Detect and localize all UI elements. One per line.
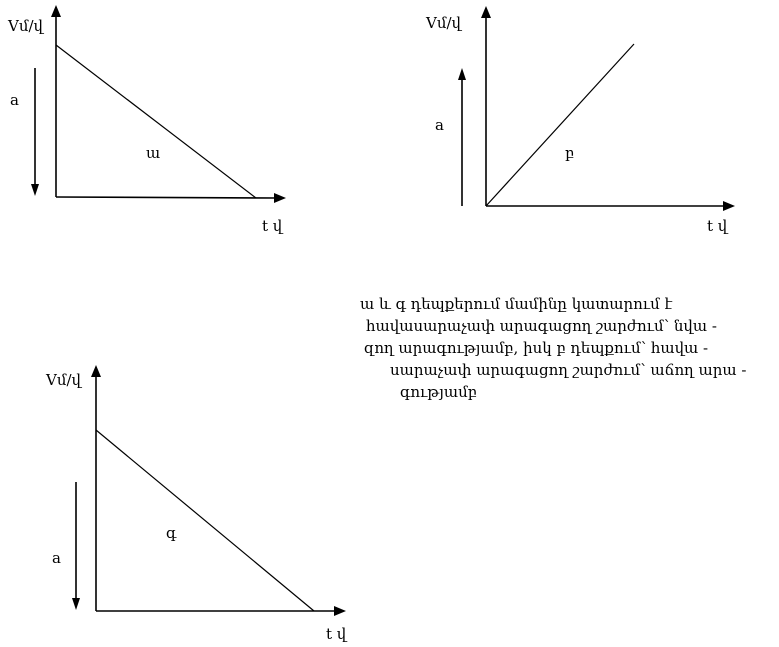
velocity-line-b [486, 44, 634, 206]
x-axis-label-a: t վ [262, 217, 283, 235]
y-axis-arrow-c [91, 365, 101, 377]
accel-arrow-head-a [31, 184, 39, 196]
x-axis-label-b: t վ [707, 217, 728, 235]
y-axis-arrow-b [481, 6, 491, 18]
accel-arrow-head-c [72, 598, 80, 610]
x-axis-arrow-a [274, 193, 286, 203]
description-line-5: գությամբ [400, 383, 478, 401]
velocity-line-c [96, 430, 314, 611]
graph-label-b: բ [565, 144, 575, 162]
description-line-2: հավասարաչափ արագացող շարժում՝ նվա - [366, 317, 717, 335]
description-line-4: սարաչափ արագացող շարժում՝ աճող արա - [390, 361, 747, 379]
accel-label-b: a [435, 116, 444, 134]
graph-b-svg [420, 0, 760, 245]
y-axis-label-a: Vմ/վ [8, 17, 43, 35]
x-axis-arrow-c [334, 606, 346, 616]
accel-label-a: a [10, 91, 19, 109]
y-axis-label-c: Vմ/վ [46, 371, 81, 389]
x-axis-label-c: t վ [326, 625, 347, 643]
graph-label-a: ա [146, 144, 161, 162]
velocity-line-a [56, 45, 256, 198]
description-line-1: ա և գ դեպքերում մամինը կատարում է [360, 295, 673, 313]
graph-panel-c [0, 360, 360, 647]
graph-c-svg [0, 360, 360, 647]
y-axis-arrow-a [51, 5, 61, 17]
graph-a-svg [0, 0, 300, 245]
description-line-3: զող արագությամբ, իսկ բ դեպքում՝ հավա - [364, 339, 709, 357]
x-axis-arrow-b [723, 201, 735, 211]
graph-panel-b [420, 0, 760, 245]
accel-label-c: a [52, 549, 61, 567]
graph-panel-a [0, 0, 300, 245]
y-axis-label-b: Vմ/վ [426, 14, 461, 32]
accel-arrow-head-b [458, 68, 466, 80]
graph-label-c: գ [166, 524, 177, 542]
x-axis-a [56, 197, 278, 198]
